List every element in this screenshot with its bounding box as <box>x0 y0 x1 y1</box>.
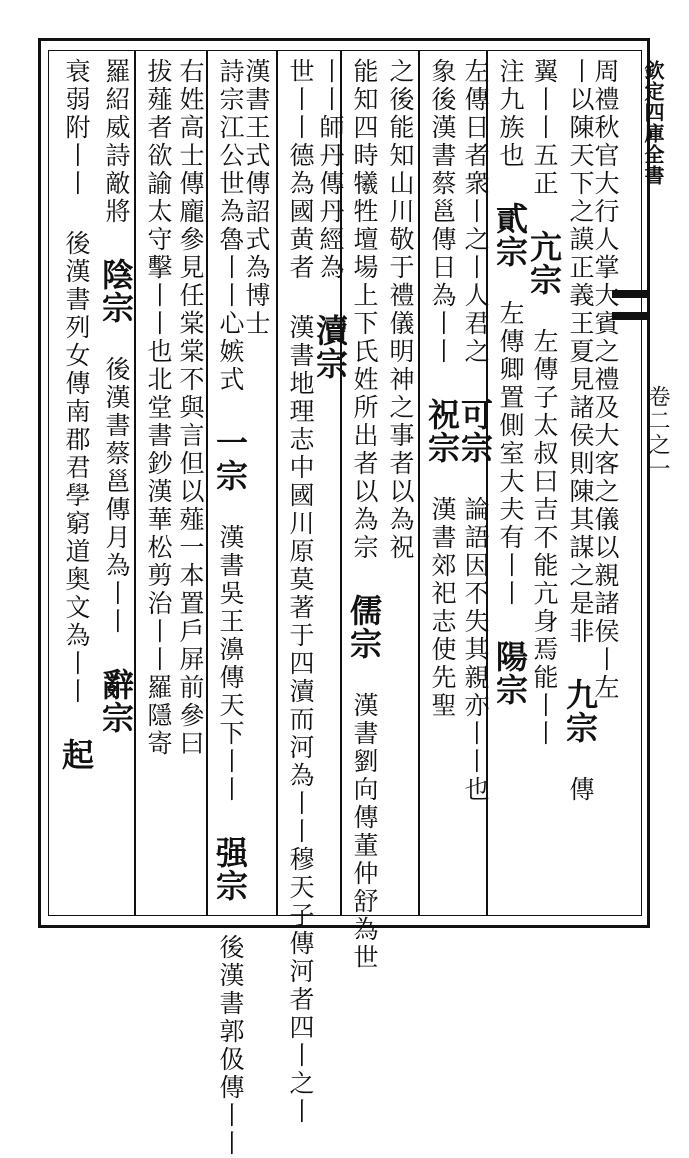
volume-marker: 卷二之一 <box>645 385 670 481</box>
entry-heading: 九宗 <box>561 678 599 744</box>
text-column: 右姓高士傳龐參見任棠棠不與言但以薤一本置戶屏前參曰 <box>176 58 205 758</box>
text-column: 象後漢書蔡邕傳日為丨丨 祝宗 漢書郊祀志使先聖 <box>423 58 461 720</box>
text-column: 羅紹威詩敵將 陰宗 後漢書蔡邕傳月為丨丨 辭宗 <box>97 58 135 734</box>
entry-heading: 貳宗 <box>491 202 529 268</box>
text-column: 丨丨師丹傳丹經為 瀆宗 <box>311 58 349 380</box>
last-character: 起 <box>57 738 95 771</box>
text-column: 周禮秋官大行人掌大賓之禮及大客之儀以親諸侯丨左 <box>591 58 620 702</box>
entry-heading: 一宗 <box>211 426 249 492</box>
entry-heading: 儒宗 <box>345 594 383 660</box>
entry-heading: 祝宗 <box>423 398 461 464</box>
column-rule <box>276 50 278 916</box>
entry-heading: 陰宗 <box>97 258 135 324</box>
text-column: 左傳日者衆丨之丨人君之 可宗 論語因不失其親亦丨丨也 <box>456 58 494 804</box>
text-column: 之後能知山川敬于禮儀明神之事者以為祝 <box>386 58 415 562</box>
text-column: 漢書王式傳詔式為博士 <box>242 58 271 338</box>
book-title: 欽定四庫全書 <box>641 60 665 186</box>
text-column: 詩宗江公世為魯丨丨心嫉式 一宗 漢書吳王濞傳天下丨丨 强宗 後漢書郭伋傳丨丨 <box>211 58 249 1158</box>
text-column: 拔薤者欲諭太守擊丨丨也北堂書鈔漢華松剪治丨丨羅隱寄 <box>144 58 173 758</box>
text-column: 能知四時犧牲壇場上下氏姓所出者以為宗 儒宗 漢書劉向傳董仲舒為世 <box>345 58 383 972</box>
text-column: 注九族也 貳宗 左傳卿置側室大夫有丨丨 陽宗 <box>491 58 529 706</box>
text-column: 衰弱附丨丨 後漢書列女傳南郡君學窮道奥文為丨丨 起 <box>57 58 95 771</box>
text-column: 世丨丨德為國黄者 漢書地理志中國川原莫著于四瀆而河為丨丨穆天子傳河者四丨之丨 <box>286 58 315 1126</box>
entry-heading: 陽宗 <box>491 640 529 706</box>
text-column: 丨以陳天下之謨正義王夏見諸侯則陳其謀之是非 九宗 傳 <box>561 58 599 804</box>
entry-heading: 辭宗 <box>97 668 135 734</box>
entry-heading: 可宗 <box>456 398 494 464</box>
entry-heading: 瀆宗 <box>311 314 349 380</box>
entry-heading: 强宗 <box>211 836 249 902</box>
entry-heading: 亢宗 <box>525 230 563 296</box>
text-column: 翼丨丨五正 亢宗 左傳子太叔曰吉不能亢身焉能丨丨 <box>525 58 563 748</box>
